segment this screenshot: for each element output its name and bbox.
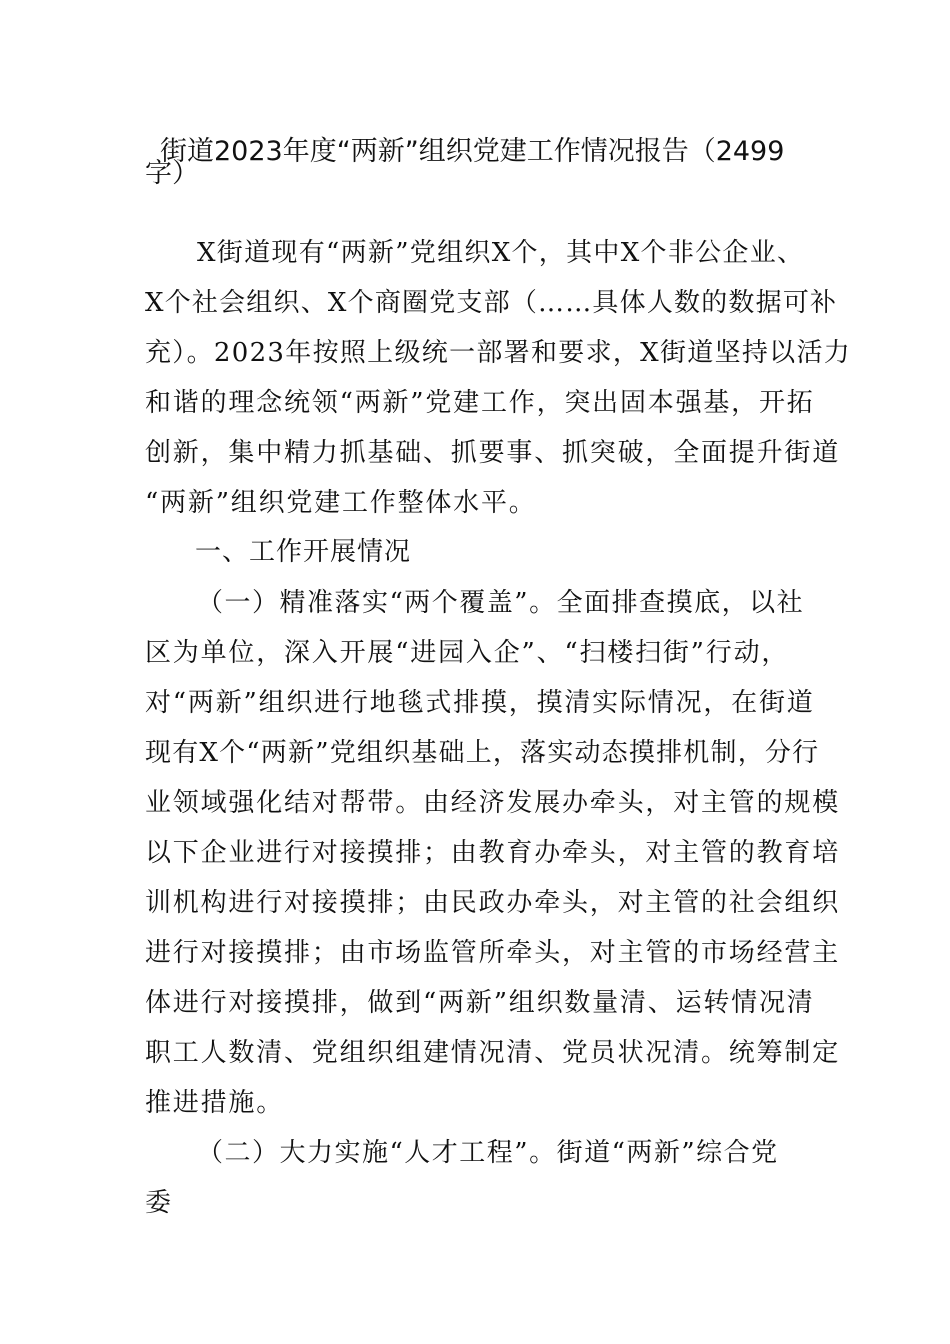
intro-line-6: “两新”组织党建工作整体水平。 — [145, 488, 537, 518]
subsection1-line-1: （一）精准落实“两个覆盖”。全面排查摸底，以社 — [197, 588, 805, 618]
section-heading: 一、工作开展情况 — [195, 537, 412, 567]
subsection1-line-6: 以下企业进行对接摸排；由教育办牵头，对主管的教育培 — [145, 838, 841, 868]
subsection1-line-9: 体进行对接摸排，做到“两新”组织数量清、运转情况清 — [145, 988, 815, 1018]
subsection1-line-10: 职工人数清、党组织组建情况清、党员状况清。统筹制定 — [145, 1038, 841, 1068]
intro-line-1: X街道现有“两新”党组织X个，其中X个非公企业、 — [197, 238, 805, 268]
subsection1-line-11: 推进措施。 — [145, 1088, 285, 1118]
intro-line-4: 和谐的理念统领“两新”党建工作，突出固本强基，开拓 — [145, 388, 815, 418]
intro-line-2: X个社会组织、X个商圈党支部（……具体人数的数据可补 — [145, 288, 838, 318]
subsection1-line-7: 训机构进行对接摸排；由民政办牵头，对主管的社会组织 — [145, 888, 841, 918]
subsection1-line-2: 区为单位，深入开展“进园入企”、“扫楼扫街”行动， — [145, 638, 790, 668]
document-title-line-2: 字） — [145, 158, 199, 189]
subsection1-line-8: 进行对接摸排；由市场监管所牵头，对主管的市场经营主 — [145, 938, 841, 968]
intro-line-3: 充）。2023年按照上级统一部署和要求，X街道坚持以活力 — [145, 338, 852, 368]
subsection1-line-3: 对“两新”组织进行地毯式排摸，摸清实际情况，在街道 — [145, 688, 815, 718]
document-title-line-1: 街道2023年度“两新”组织党建工作情况报告（2499 — [160, 136, 785, 167]
subsection2-line-1: （二）大力实施“人才工程”。街道“两新”综合党 — [197, 1138, 779, 1168]
intro-line-5: 创新，集中精力抓基础、抓要事、抓突破，全面提升街道 — [145, 438, 841, 468]
subsection2-line-2: 委 — [145, 1188, 173, 1218]
subsection1-line-4: 现有X个“两新”党组织基础上，落实动态摸排机制，分行 — [145, 738, 820, 768]
subsection1-line-5: 业领域强化结对帮带。由经济发展办牵头，对主管的规模 — [145, 788, 841, 818]
